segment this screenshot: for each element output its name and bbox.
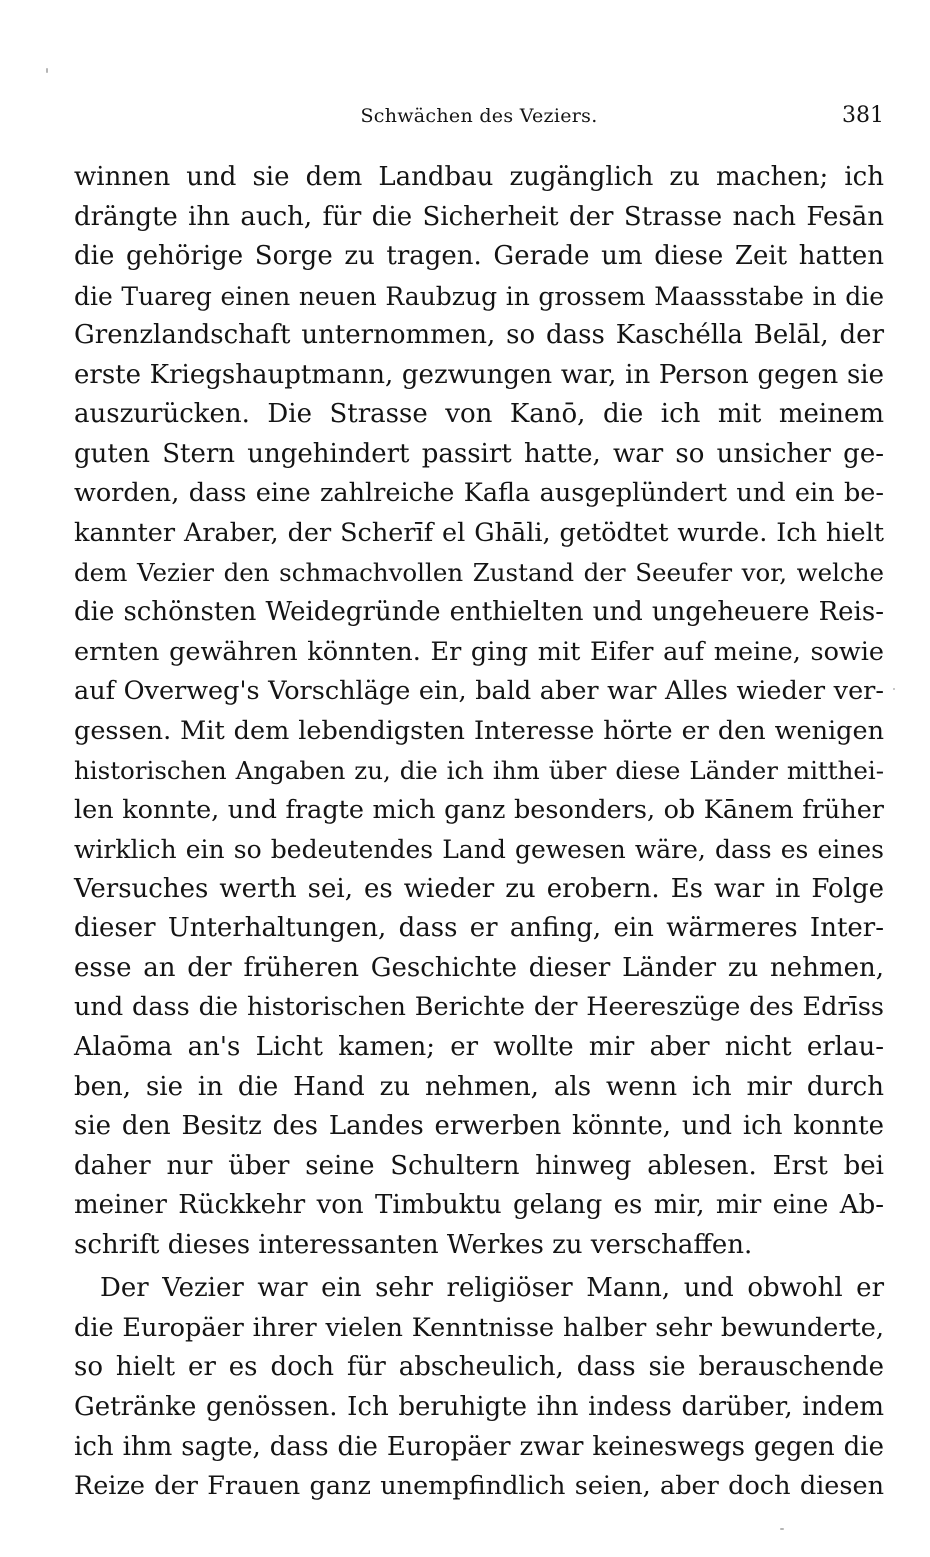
text-line: guten Stern ungehindert passirt hatte, war so unsicher ge- <box>74 438 884 469</box>
text-line: drängte ihn auch, für die Sicherheit der Strasse nach Fesān <box>74 201 884 232</box>
text-line: die schönsten Weidegründe enthielten und ungeheuere Reis- <box>74 597 884 628</box>
text-line: historischen Angaben zu, die ich ihm über diese Länder mitthei- <box>74 756 884 786</box>
paragraph <box>74 158 884 1265</box>
text-line: und dass die historischen Berichte der Heereszüge des Edrīss <box>74 992 884 1023</box>
text-line: Getränke genössen. Ich beruhigte ihn indess darüber, indem <box>74 1391 884 1422</box>
text-line: ich ihm sagte, dass die Europäer zwar keineswegs gegen die <box>74 1431 884 1462</box>
text-line: dem Vezier den schmachvollen Zustand der Seeufer vor, welche <box>74 558 884 588</box>
text-line: kannter Araber, der Scherīf el Ghāli, getödtet wurde. Ich hielt <box>74 517 884 548</box>
scan-speck <box>46 68 48 73</box>
text-line: Grenzlandschaft unternommen, so dass Kaschélla Belāl, der <box>74 320 884 351</box>
text-line: auf Overweg's Vorschläge ein, bald aber war Alles wieder ver- <box>74 676 884 707</box>
text-line: schrift dieses interessanten Werkes zu verschaffen. <box>74 1229 753 1260</box>
text-line: die Europäer ihrer vielen Kenntnisse halber sehr bewunderte, <box>74 1312 884 1343</box>
text-line: ernten gewähren könnten. Er ging mit Eifer auf meine, sowie <box>74 636 884 667</box>
paragraph <box>74 1269 884 1506</box>
running-head <box>74 103 884 133</box>
text-line: die gehörige Sorge zu tragen. Gerade um diese Zeit hatten <box>74 241 884 272</box>
text-line: auszurücken. Die Strasse von Kanō, die ich mit meinem <box>74 399 884 430</box>
text-line: Der Vezier war ein sehr religiöser Mann, und obwohl er <box>100 1273 884 1304</box>
text-line: ben, sie in die Hand zu nehmen, als wenn ich mir durch <box>74 1071 884 1102</box>
text-line: wirklich ein so bedeutendes Land gewesen wäre, dass es eines <box>74 835 884 865</box>
text-line: Versuches werth sei, es wieder zu erobern. Es war in Folge <box>74 873 884 904</box>
text-line: meiner Rückkehr von Timbuktu gelang es mir, mir eine Ab- <box>74 1190 884 1221</box>
text-line: gessen. Mit dem lebendigsten Interesse hörte er den wenigen <box>74 715 884 746</box>
text-line: winnen und sie dem Landbau zugänglich zu machen; ich <box>74 162 884 192</box>
text-line: so hielt er es doch für abscheulich, dass sie berauschende <box>74 1352 884 1383</box>
running-title: Schwächen des Veziers. <box>360 105 598 127</box>
text-line: daher nur über seine Schultern hinweg ablesen. Erst bei <box>74 1150 884 1181</box>
text-line: esse an der früheren Geschichte dieser Länder zu nehmen, <box>74 952 884 983</box>
text-line: Alaōma an's Licht kamen; er wollte mir aber nicht erlau- <box>74 1032 884 1063</box>
page-number: 381 <box>842 103 884 128</box>
scan-speck <box>893 688 895 690</box>
text-line: len konnte, und fragte mich ganz besonders, ob Kānem früher <box>74 794 884 825</box>
scan-speck <box>780 1528 784 1530</box>
body-text <box>74 158 884 1507</box>
text-line: worden, dass eine zahlreiche Kafla ausgeplündert und ein be- <box>74 478 884 509</box>
text-line: dieser Unterhaltungen, dass er anfing, ein wärmeres Inter- <box>74 913 884 944</box>
text-line: Reize der Frauen ganz unempfindlich seien, aber doch diesen <box>74 1471 884 1502</box>
text-line: die Tuareg einen neuen Raubzug in grossem Maassstabe in die <box>74 281 884 311</box>
text-line: sie den Besitz des Landes erwerben könnte, und ich konnte <box>74 1111 884 1142</box>
text-line: erste Kriegshauptmann, gezwungen war, in Person gegen sie <box>74 359 884 390</box>
